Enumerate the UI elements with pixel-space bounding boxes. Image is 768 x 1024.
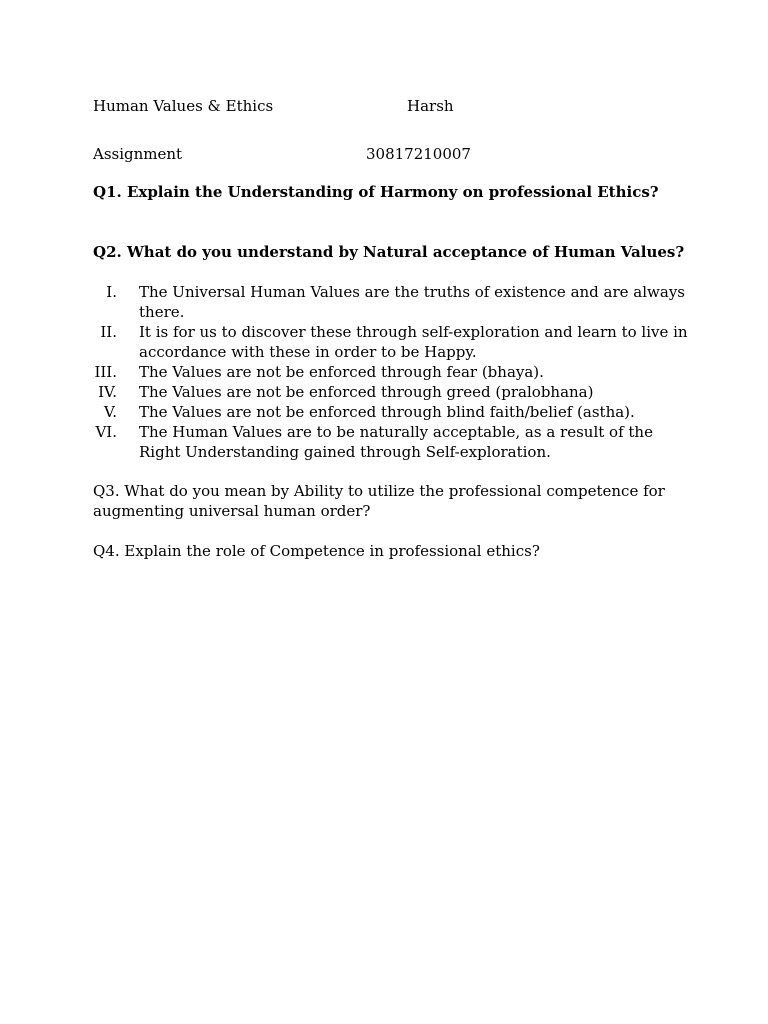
list-item: [93, 282, 693, 322]
list-item-number: IV.: [98, 383, 117, 401]
list-item-text: The Universal Human Values are the truths of existence and are always there.: [139, 283, 685, 321]
list-item-text: It is for us to discover these through self-exploration and learn to live in accordance with these in order to be Happy.: [139, 323, 688, 361]
list-item-number: II.: [100, 323, 117, 341]
list-item-text: The Human Values are to be naturally acceptable, as a result of the Right Understanding gained through Self-exploration.: [139, 423, 653, 461]
list-item-text: The Values are not be enforced through greed (pralobhana): [139, 383, 594, 401]
list-item: [93, 362, 693, 382]
list-item-number: III.: [94, 363, 117, 381]
course-title: Human Values & Ethics: [93, 97, 274, 115]
student-name: Harsh: [407, 97, 454, 115]
question-1: Q1. Explain the Understanding of Harmony on professional Ethics?: [93, 183, 659, 201]
q2-answer-list: [93, 282, 693, 462]
roll-number: 30817210007: [366, 145, 471, 163]
question-2: Q2. What do you understand by Natural acceptance of Human Values?: [93, 243, 685, 261]
list-item-number: I.: [106, 283, 117, 301]
header-row-1: [93, 96, 693, 116]
list-item: [93, 402, 693, 422]
list-item-text: The Values are not be enforced through fear (bhaya).: [139, 363, 544, 381]
list-item: [93, 382, 693, 402]
list-item: [93, 422, 693, 462]
list-item-number: VI.: [95, 423, 117, 441]
list-item: [93, 322, 693, 362]
list-item-text: The Values are not be enforced through blind faith/belief (astha).: [139, 403, 635, 421]
question-3: Q3. What do you mean by Ability to utilize the professional competence for augmenting universal human order?: [93, 482, 665, 520]
document-type: Assignment: [93, 145, 183, 163]
header-row-2: [93, 144, 693, 164]
list-item-number: V.: [104, 403, 117, 421]
question-4: Q4. Explain the role of Competence in professional ethics?: [93, 542, 540, 560]
